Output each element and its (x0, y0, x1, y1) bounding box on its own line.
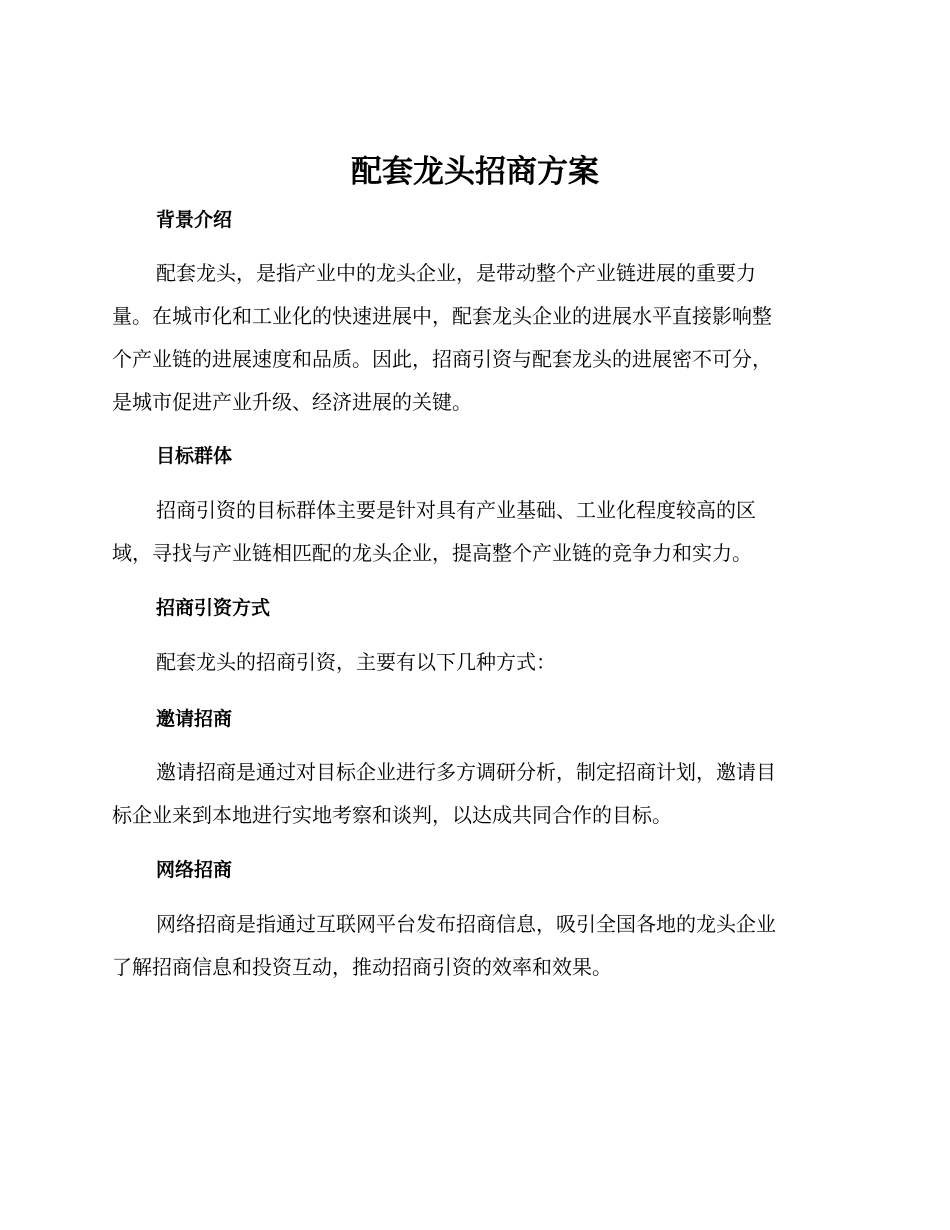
section-heading-invitation: 邀请招商 (156, 708, 233, 730)
paragraph-line: 配套龙头的招商引资，主要有以下几种方式： (156, 650, 556, 674)
paragraph-line: 量。在城市化和工业化的快速进展中，配套龙头企业的进展水平直接影响整 (112, 304, 772, 328)
paragraph-line: 个产业链的进展速度和品质。因此，招商引资与配套龙头的进展密不可分， (112, 347, 772, 371)
section-body-background (112, 252, 834, 424)
paragraph-line: 域，寻找与产业链相匹配的龙头企业，提高整个产业链的竞争力和实力。 (112, 541, 752, 565)
paragraph-line: 网络招商是指通过互联网平台发布招商信息，吸引全国各地的龙头企业 (156, 912, 776, 936)
section-body-invitation (112, 751, 834, 837)
paragraph-line: 邀请招商是通过对目标企业进行多方调研分析，制定招商计划，邀请目 (156, 760, 776, 784)
section-heading-target-group: 目标群体 (156, 445, 233, 467)
paragraph-line: 招商引资的目标群体主要是针对具有产业基础、工业化程度较高的区 (156, 498, 756, 522)
section-heading-online: 网络招商 (156, 859, 233, 881)
section-body-target-group (112, 489, 834, 575)
paragraph-line: 了解招商信息和投资互动，推动招商引资的效率和效果。 (112, 955, 612, 979)
section-heading-investment-methods: 招商引资方式 (156, 597, 271, 619)
document-title: 配套龙头招商方案 (351, 154, 599, 190)
section-body-online (112, 903, 834, 989)
paragraph-line: 是城市促进产业升级、经济进展的关键。 (112, 390, 472, 414)
paragraph-line: 配套龙头，是指产业中的龙头企业，是带动整个产业链进展的重要力 (156, 261, 756, 285)
section-body-investment-methods (112, 641, 834, 684)
section-heading-background: 背景介绍 (156, 209, 233, 231)
paragraph-line: 标企业来到本地进行实地考察和谈判，以达成共同合作的目标。 (112, 803, 672, 827)
